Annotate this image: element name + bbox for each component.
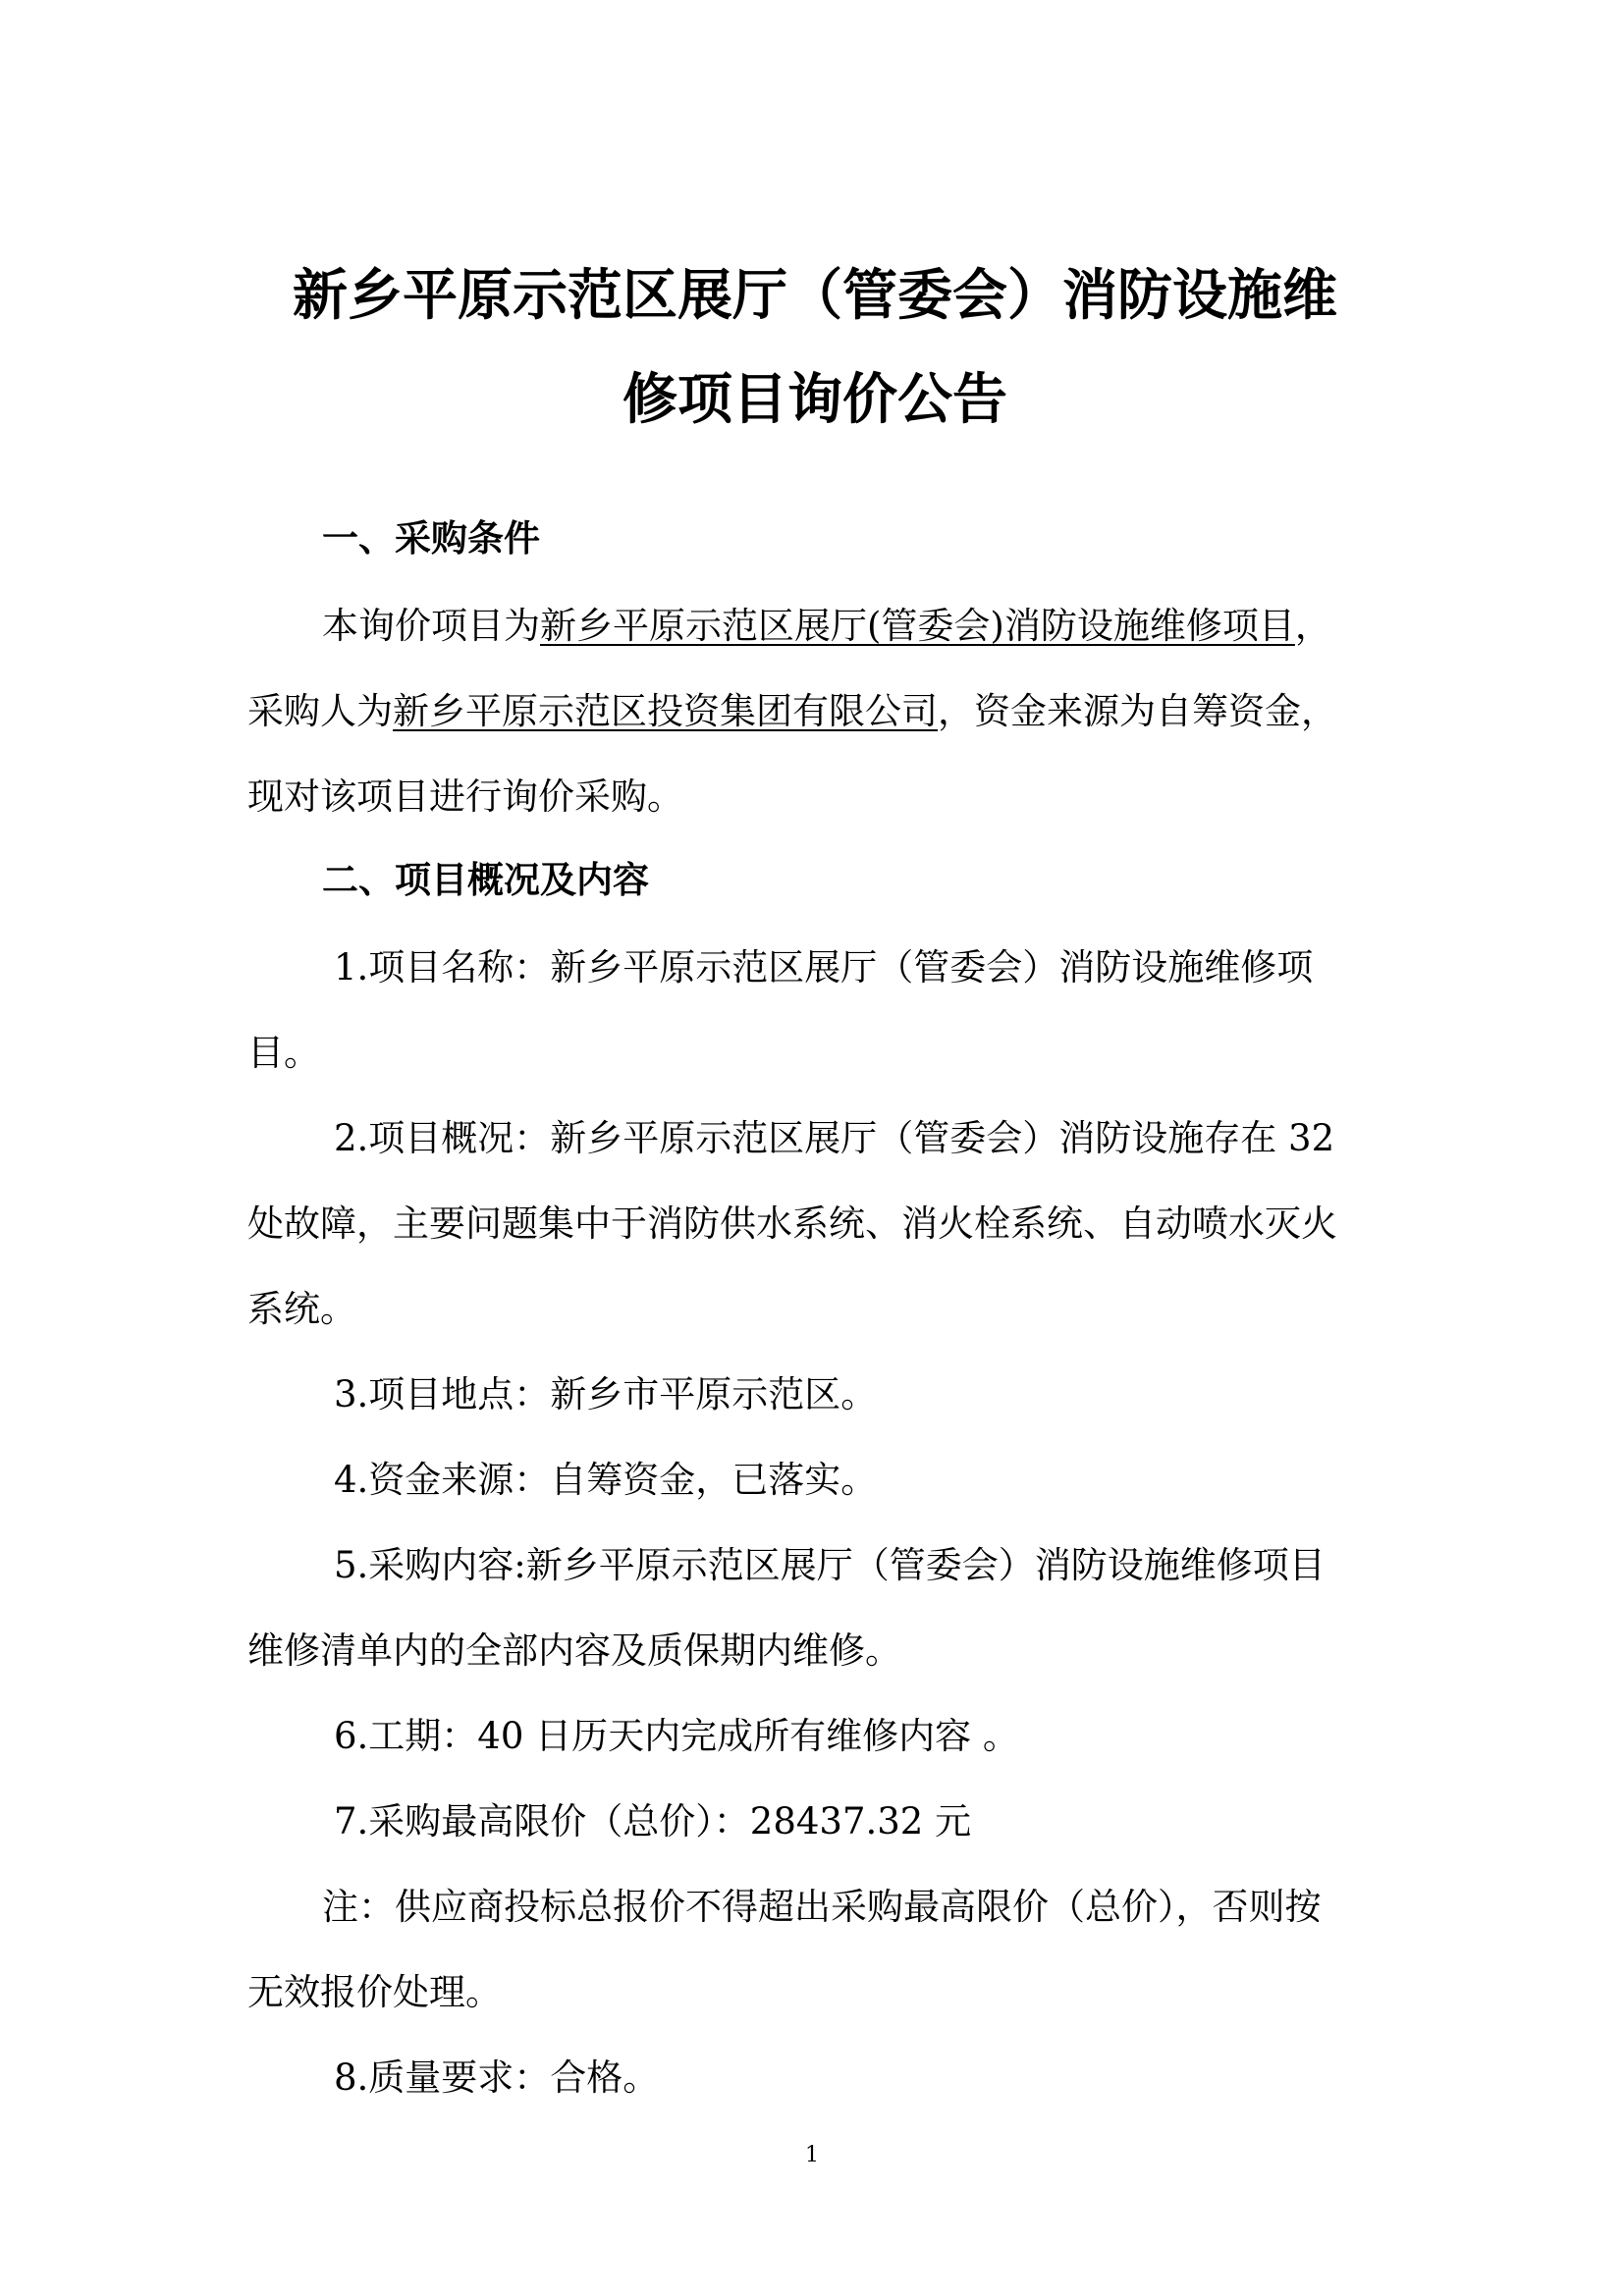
buyer-name-underlined: 新乡平原示范区投资集团有限公司: [393, 690, 938, 732]
section-heading-project-overview: 二、项目概况及内容: [322, 859, 649, 901]
item-project-name: 1.项目名称：新乡平原示范区展厅（管委会）消防设施维修项: [334, 946, 1314, 988]
item-project-overview: 2.项目概况：新乡平原示范区展厅（管委会）消防设施存在 32: [334, 1117, 1335, 1159]
document-title-line-2: 修项目询价公告: [623, 368, 1007, 432]
text-segment: 采购人为: [247, 690, 393, 732]
item-quality-requirement: 8.质量要求：合格。: [334, 2056, 660, 2099]
paragraph-line: 现对该项目进行询价采购。: [247, 775, 683, 818]
paragraph-line: [247, 687, 1337, 736]
text-segment: ，资金来源为自筹资金，: [938, 690, 1337, 732]
item-max-price: 7.采购最高限价（总价）：28437.32 元: [334, 1800, 972, 1842]
item-construction-period: 6.工期：40 日历天内完成所有维修内容 。: [334, 1715, 1019, 1757]
text-segment: 本询价项目为: [322, 605, 540, 647]
item-project-overview-cont: 处故障，主要问题集中于消防供水系统、消火栓系统、自动喷水灭火: [247, 1202, 1337, 1245]
note-cont: 无效报价处理。: [247, 1971, 502, 2013]
item-project-name-cont: 目。: [247, 1032, 320, 1074]
item-procurement-content-cont: 维修清单内的全部内容及质保期内维修。: [247, 1629, 901, 1672]
page-number: 1: [805, 2143, 819, 2167]
paragraph-line: [322, 602, 1331, 651]
note: 注：供应商投标总报价不得超出采购最高限价（总价），否则按: [322, 1886, 1322, 1928]
item-project-location: 3.项目地点：新乡市平原示范区。: [334, 1373, 878, 1415]
section-heading-procurement-conditions: 一、采购条件: [322, 517, 540, 560]
item-project-overview-cont: 系统。: [247, 1288, 356, 1330]
project-name-underlined: 新乡平原示范区展厅(管委会)消防设施维修项目: [540, 605, 1295, 647]
item-funding-source: 4.资金来源：自筹资金，已落实。: [334, 1459, 878, 1501]
item-procurement-content: 5.采购内容:新乡平原示范区展厅（管委会）消防设施维修项目: [334, 1544, 1326, 1586]
document-title-line-1: 新乡平原示范区展厅（管委会）消防设施维: [293, 264, 1337, 328]
text-segment: ，: [1294, 605, 1331, 647]
